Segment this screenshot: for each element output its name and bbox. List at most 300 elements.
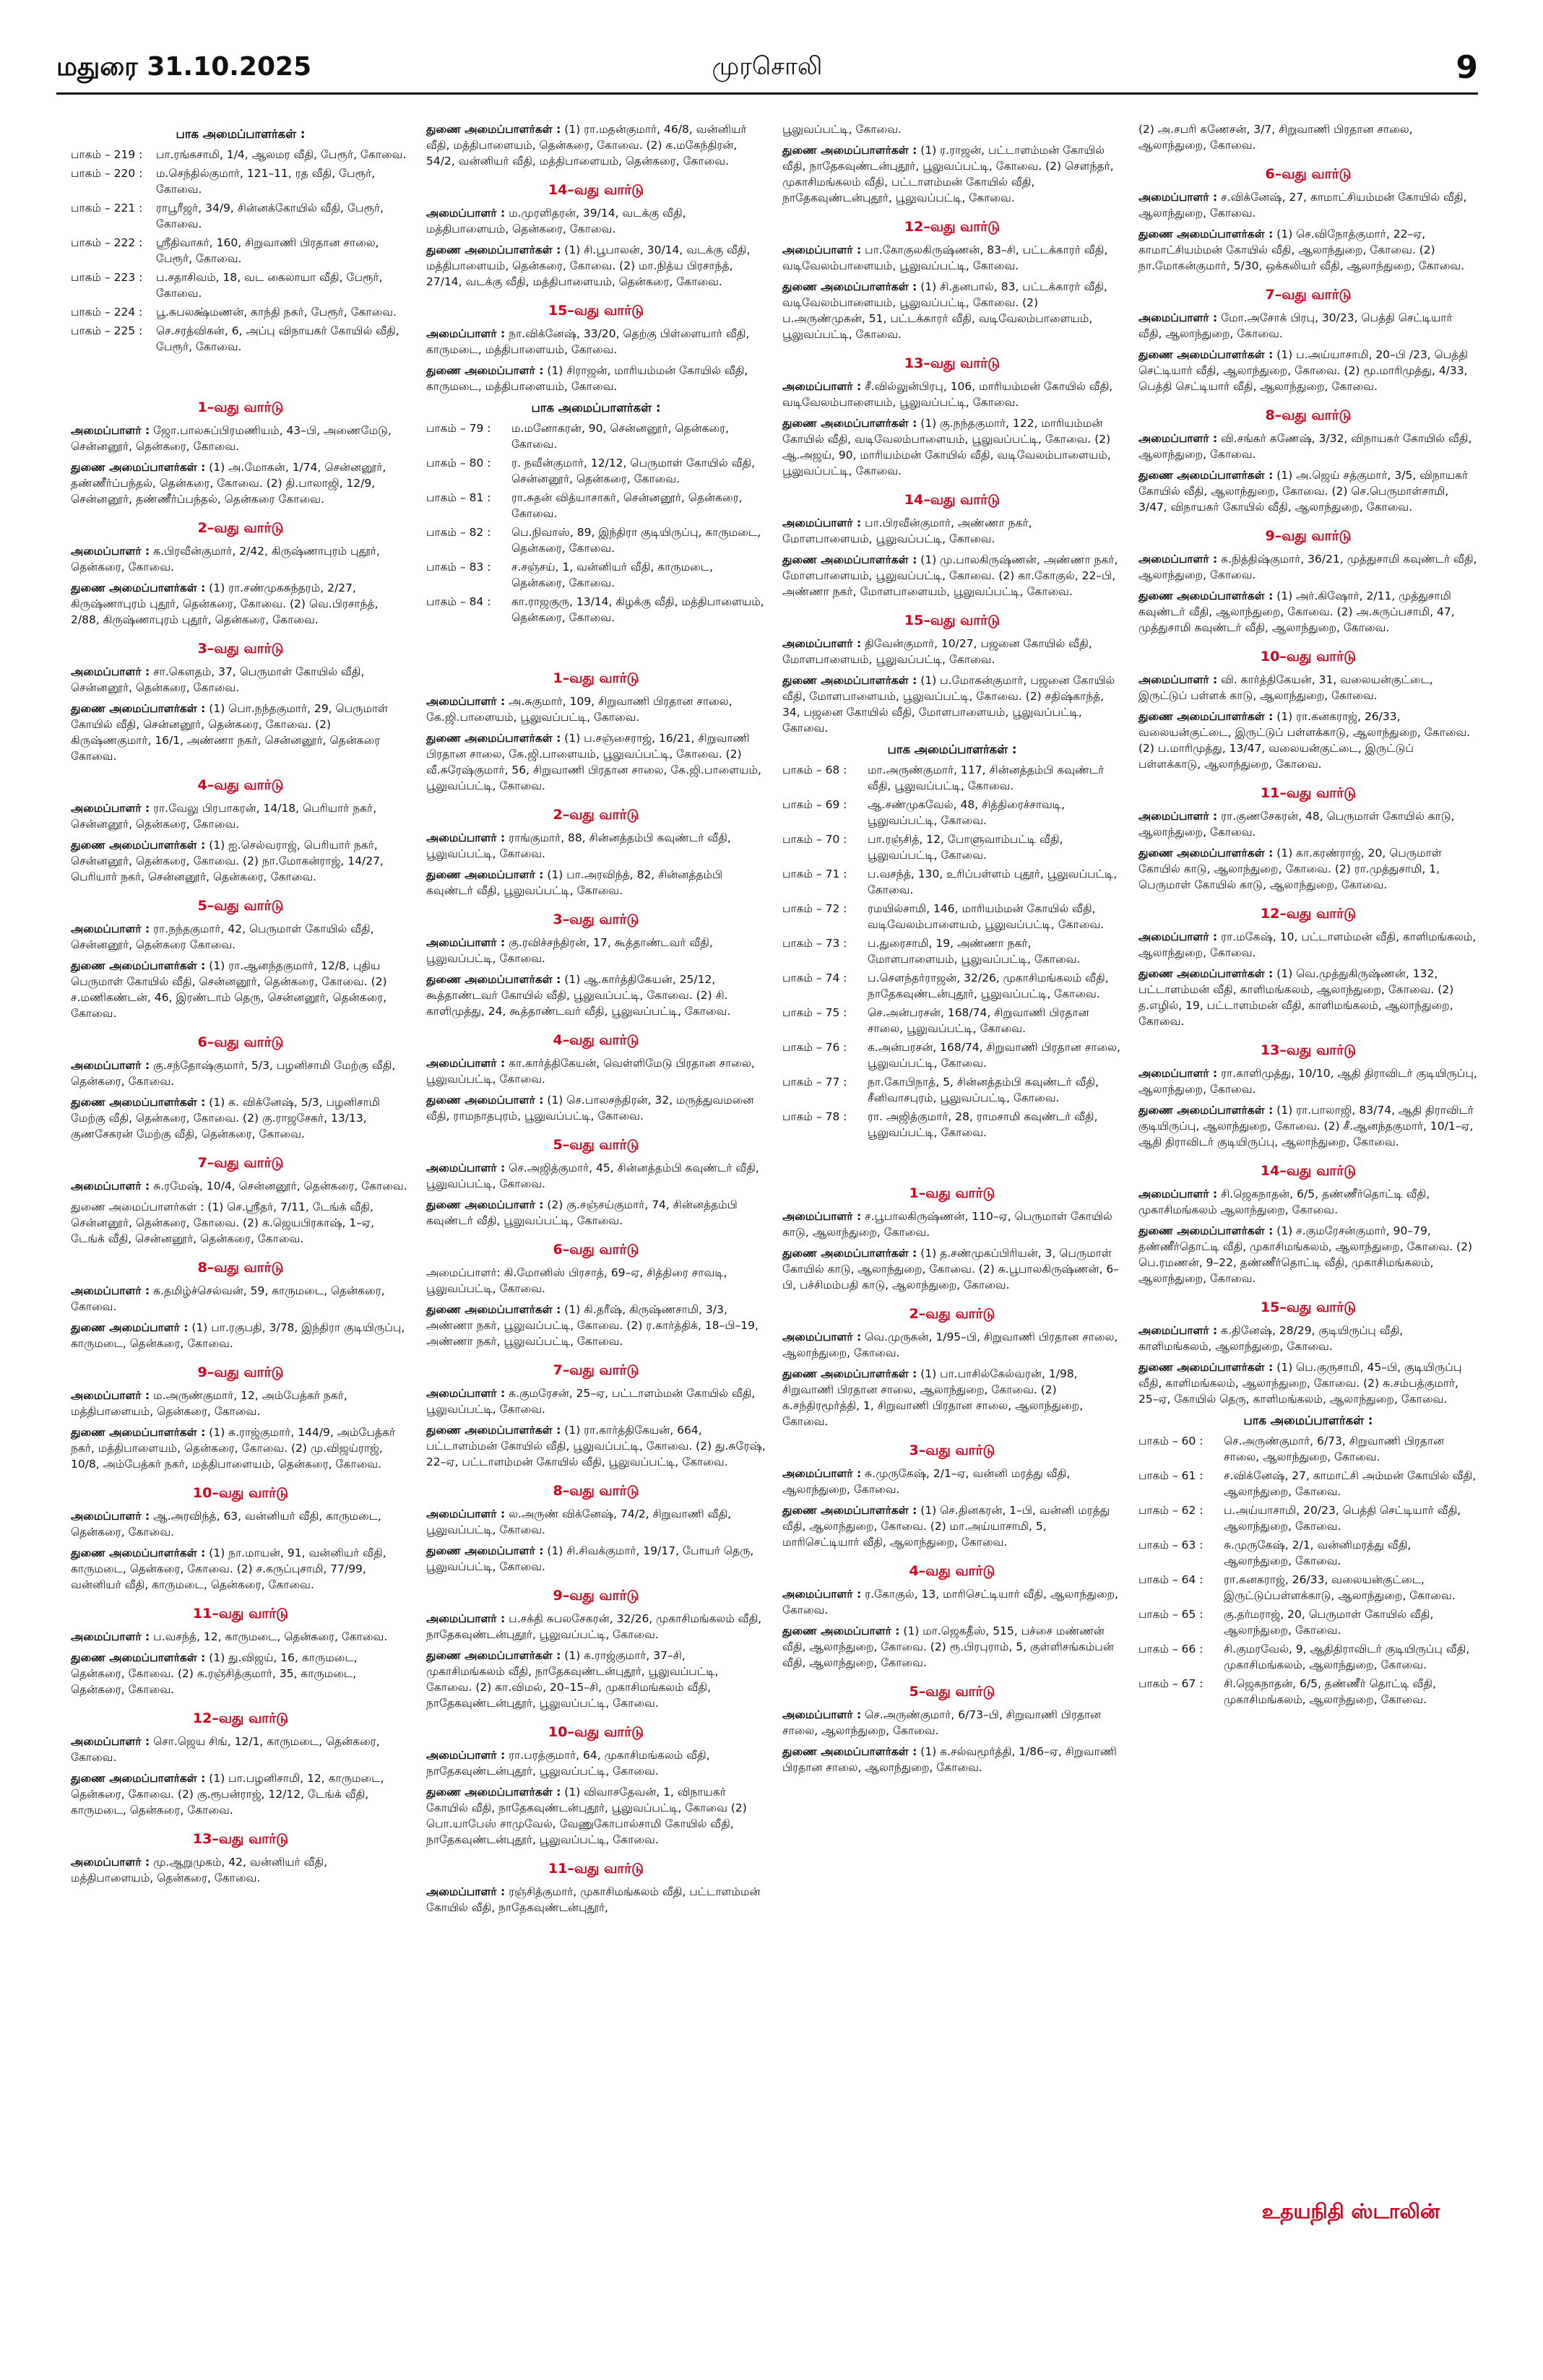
booth-entry	[71, 200, 410, 232]
appointment-entry	[782, 1623, 1122, 1671]
role-label: துணை அமைப்பாளர்கள் :	[782, 1247, 917, 1260]
booth-entry	[426, 559, 766, 591]
appointment-entry	[426, 1611, 766, 1643]
ward-heading: 6–வது வார்டு	[1265, 166, 1352, 182]
ward-heading: 10–வது வார்டு	[548, 1724, 644, 1740]
booth-number: பாகம் – 61 :	[1138, 1469, 1203, 1482]
role-label: அமைப்பாளர் :	[71, 665, 150, 678]
appointment-entry	[1138, 310, 1478, 342]
booth-person: ம.மனோகரன், 90, சென்னனூர், தென்கரை, கோவை.	[511, 422, 730, 451]
booth-person: ரா.கனகராஜ், 26/33, வலையன்குட்டை, இருட்டுப்பள்ளக்காடு, ஆலாந்துறை, கோவை.	[1224, 1573, 1456, 1602]
appointment-entry	[71, 1854, 410, 1886]
role-label: துணை அமைப்பாளர்கள் :	[71, 1772, 206, 1785]
role-label: துணை அமைப்பாளர்கள் :	[782, 1745, 917, 1758]
appointment-entry	[71, 664, 410, 696]
booth-number: பாகம் – 220 :	[71, 167, 143, 180]
appointment-entry	[1138, 588, 1478, 636]
appointment-entry	[1138, 467, 1478, 515]
appointee-details: ச.விக்னேஷ், 27, காமாட்சியம்மன் கோயில் வீதி, ஆலாந்துறை, கோவை.	[1138, 191, 1467, 220]
ward-heading: 5–வது வார்டு	[553, 1137, 639, 1153]
booth-number: பாகம் – 77 :	[782, 1076, 847, 1089]
appointment-entry	[426, 121, 766, 169]
appointee-details: ரா.நந்தகுமார், 42, பெருமாள் கோயில் வீதி, சென்னனூர், தென்கரை கோவை.	[71, 922, 374, 951]
appointee-details: (1) சி.பூபாலன், 30/14, வடக்கு வீதி, மத்திபாளையம், தென்கரை, கோவை. (2) மா.நித்ய பிரசாந்த், 27/14, வடக்கு வீதி, மத்திபாளையம், தென்கரை, கோவை.	[426, 243, 751, 288]
booth-person: ர. நவீன்குமார், 12/12, பெருமாள் கோயில் வீதி, சென்னனூர், தென்கரை, கோவை.	[511, 456, 756, 485]
appointee-details: (1) பா.ரகுபதி, 3/78, இந்திரா குடியிருப்பு, காருமடை, தென்கரை, கோவை.	[71, 1321, 405, 1350]
role-label: அமைப்பாளர் :	[71, 1856, 150, 1869]
appointment-entry	[426, 1160, 766, 1192]
appointee-details: (1) ரா.கார்த்திகேயன், 664, பட்டாளம்மன் கோயில் வீதி, பூலுவப்பட்டி, கோவை. (2) து.சுரேஷ், 22–ஏ, பட்டாளம்மன் கோயில் வீதி, பூலுவப்பட்டி, கோவை.	[426, 1424, 766, 1468]
booth-person: ரா. அஜித்குமார், 28, ராமசாமி கவுண்டர் வீதி, பூலுவப்பட்டி, கோவை.	[868, 1110, 1098, 1139]
appointment-entry	[426, 1092, 766, 1124]
appointee-details: (1) ரா.ஆனந்தகுமார், 12/8, புதிய பெருமாள் கோயில் வீதி, சென்னனூர், தென்கரை, கோவை. (2) ச.மணிகண்டன், 46, இரண்டாம் தெரு, சென்னனூர், தென்கரை, கோவை.	[71, 959, 387, 1020]
ward-heading: 15–வது வார்டு	[1260, 1299, 1357, 1315]
role-label: அமைப்பாளர் :	[426, 1749, 506, 1762]
ward-heading: 9–வது வார்டு	[1265, 528, 1352, 544]
booth-person: ஆ.சண்முகவேல், 48, சித்திரைச்சாவடி, பூலுவப்பட்டி, கோவை.	[868, 798, 1066, 827]
role-label: அமைப்பாளர் :	[426, 831, 506, 844]
booth-number: பாகம் – 78 :	[782, 1110, 847, 1123]
column-1	[71, 121, 410, 2360]
appointee-details: சு.முருகேஷ், 2/1–ஏ, வன்னி மரத்து வீதி, ஆலாந்துறை, கோவை.	[782, 1467, 1071, 1496]
booth-entry	[782, 1039, 1122, 1071]
appointee-details: சொ.ஜெய சிங், 12/1, காருமடை, தென்கரை, கோவை.	[71, 1735, 380, 1764]
role-label: துணை அமைப்பாளர்கள் :	[1138, 469, 1274, 482]
appointee-details: (1) செ.தினகரன், 1–பி, வன்னி மரத்து வீதி, ஆலாந்துறை, கோவை. (2) மா.அய்யாசாமி, 5, மாரிசெட்டியார் வீதி, ஆலாந்துறை, கோவை.	[782, 1504, 1110, 1549]
appointment-entry	[71, 1094, 410, 1142]
appointee-details: (1) ரா.சண்முகசுந்தரம், 2/27, கிருஷ்ணாபுரம் புதூர், தென்கரை, கோவை. (2) வெ.பிரசாந்த், 2/88, கிருஷ்ணாபுரம் புதூர், தென்கரை, கோவை.	[71, 581, 379, 626]
booth-person: க.அன்பரசன், 168/74, சிறுவாணி பிரதான சாலை, பூலுவப்பட்டி, கோவை.	[868, 1041, 1120, 1070]
booth-number: பாகம் – 72 :	[782, 902, 847, 915]
booth-entry	[1138, 1676, 1478, 1708]
newspaper-name: முரசொலி	[712, 52, 823, 81]
appointment-entry	[71, 1178, 410, 1194]
ward-heading: 14–வது வார்டு	[904, 492, 1000, 508]
role-label: அமைப்பாளர் :	[782, 516, 862, 529]
booth-number: பாகம் – 80 :	[426, 456, 491, 469]
booth-entry	[1138, 1572, 1478, 1604]
role-label: அமைப்பாளர் :	[71, 545, 150, 558]
booth-entry	[426, 420, 766, 452]
booth-entry	[782, 797, 1122, 828]
column-3	[782, 121, 1122, 2360]
booth-person: ப.வசந்த், 130, உரிப்பள்ளம் புதூர், பூலுவப்பட்டி, கோவை.	[868, 867, 1118, 896]
appointment-entry	[426, 1543, 766, 1575]
booth-person: நா.கோபிநாத், 5, சின்னத்தம்பி கவுண்டர் வீதி, சீனிவாசபுரம், பூலுவப்பட்டி, கோவை.	[868, 1076, 1099, 1104]
booth-number: பாகம் – 81 :	[426, 491, 491, 504]
appointee-details: (1) ரா.மதன்குமார், 46/8, வன்னியர் வீதி, மத்திபாளையம், தென்கரை, கோவை. (2) க.மகேந்திரன், 54/2, வன்னியர் வீதி, மத்திபாளையம், தென்கரை, கோவை.	[426, 123, 747, 168]
role-label: அமைப்பாளர் :	[782, 637, 862, 650]
booth-person: ம.செந்தில்குமார், 121–11, ரத வீதி, பேரூர், கோவை.	[156, 167, 376, 196]
ward-heading: 7–வது வார்டு	[553, 1362, 639, 1378]
appointee-details: ரா.குணசேகரன், 48, பெருமாள் கோயில் காடு, ஆலாந்துறை, கோவை.	[1138, 810, 1455, 839]
role-label: அமைப்பாளர் :	[71, 1180, 150, 1193]
appointee-details: ம.முரளிதரன், 39/14, வடக்கு வீதி, மத்திபாளையம், தென்கரை, கோவை.	[426, 207, 686, 235]
booth-number: பாகம் – 67 :	[1138, 1677, 1203, 1690]
appointee-details: (1) க.சல்வமூர்த்தி, 1/86–ஏ, சிறுவாணி பிரதான சாலை, ஆலாந்துறை, கோவை.	[782, 1745, 1117, 1774]
section-subheading: பாக அமைப்பாளர்கள் :	[1243, 1414, 1373, 1427]
appointment-entry	[782, 415, 1122, 479]
booth-entry	[426, 490, 766, 522]
booth-number: பாகம் – 223 :	[71, 271, 143, 284]
appointee-details: கு.சந்தோஷ்குமார், 5/3, பழனிசாமி மேற்கு வீதி, தென்கரை, கோவை.	[71, 1059, 396, 1088]
booth-person: ஸ்ரீதிவாகர், 160, சிறுவாணி பிரதான சாலை, பேரூர், கோவை.	[156, 236, 379, 265]
appointment-entry	[71, 1734, 410, 1765]
appointment-entry	[782, 1466, 1122, 1497]
appointment-entry	[782, 1744, 1122, 1775]
appointment-entry	[71, 543, 410, 575]
booth-entry	[1138, 1606, 1478, 1638]
appointee-details: (1) கா.கரண்ராஜ், 20, பெருமாள் கோயில் காடு, ஆலாந்துறை, கோவை. (2) ரா.முத்துசாமி, 1, பெருமாள் கோயில் காடு, ஆலாந்துறை, கோவை.	[1138, 847, 1442, 891]
appointee-details: (1) சிராஜன், மாரியம்மன் கோயில் வீதி, காருமடை, மத்திபாளையம், கோவை.	[426, 364, 748, 393]
role-label: துணை அமைப்பாளர் :	[426, 1094, 544, 1107]
appointee-details: (1) ர.ராஜன், பட்டாளம்மன் கோயில் வீதி, நாதேகவுண்டன்புதூர், பூலுவப்பட்டி, கோவை. (2) சௌந்தர், முகாசிமங்கலம் வீதி, பட்டாளம்மன் கோயில் வீதி, நாதேகவுண்டன்புதூர், பூலுவப்பட்டி, கோவை.	[782, 144, 1114, 204]
role-label: துணை அமைப்பாளர்கள் :	[71, 1546, 206, 1559]
appointment-entry	[1138, 672, 1478, 704]
ward-heading: 6–வது வார்டு	[553, 1242, 639, 1258]
appointee-details: சி.ஜெகநாதன், 6/5, தண்ணீர்தொட்டி வீதி, முகாசிமங்கலம் ஆலாந்துறை, கோவை.	[1138, 1187, 1430, 1216]
role-label: அமைப்பாளர் :	[782, 380, 862, 393]
appointment-entry	[1138, 430, 1478, 462]
role-label: அமைப்பாளர் :	[1138, 191, 1218, 204]
ward-heading: 2–வது வார்டு	[197, 520, 284, 536]
role-label: துணை அமைப்பாளர்கள் :	[71, 461, 206, 474]
appointment-entry	[71, 1199, 410, 1247]
appointment-entry	[71, 800, 410, 832]
booth-number: பாகம் – 84 :	[426, 595, 491, 608]
appointee-details: (1) து.விஜய், 16, காருமடை, தென்கரை, கோவை. (2) க.ரஞ்சித்குமார், 35, காருமடை, தென்கரை, கோவை.	[71, 1651, 358, 1696]
booth-entry	[782, 831, 1122, 863]
booth-person: மா.அருண்குமார், 117, சின்னத்தம்பி கவுண்டர் வீதி, பூலுவப்பட்டி, கோவை.	[868, 763, 1105, 792]
role-label: துணை அமைப்பாளர்கள் :	[1138, 348, 1274, 361]
role-label: துணை அமைப்பாளர்கள் :	[71, 839, 206, 852]
booth-person: ரமயில்சாமி, 146, மாரியம்மன் கோயில் வீதி, வடிவேலம்பாளையம், பூலுவப்பட்டி, கோவை.	[868, 902, 1105, 931]
role-label: துணை அமைப்பாளர் :	[426, 1544, 544, 1557]
booth-entry	[782, 866, 1122, 898]
appointment-entry	[782, 121, 1122, 137]
role-label: அமைப்பாளர் :	[71, 922, 150, 935]
appointment-entry	[782, 1208, 1122, 1240]
role-label: அமைப்பாளர் :	[782, 243, 862, 256]
appointee-details: (1) சி.சிவக்குமார், 19/17, போயர் தெரு, பூலுவப்பட்டி, கோவை.	[426, 1544, 754, 1573]
appointment-entry	[1138, 1223, 1478, 1286]
role-label: துணை அமைப்பாளர்கள் :	[71, 702, 206, 715]
role-label: துணை அமைப்பாளர்கள் :	[782, 674, 917, 687]
column-4	[1138, 121, 1478, 2360]
role-label: அமைப்பாளர் :	[1138, 311, 1218, 324]
role-label: அமைப்பாளர் :	[71, 1284, 150, 1297]
appointee-details: (1) மு.பாலகிருஷ்ணன், அண்ணா நகர், மோளபாளையம், பூலுவப்பட்டி, கோவை. (2) கா.கோகுல், 22–பி, அண்ணா நகர், மோளபாளையம், பூலுவப்பட்டி, கோவை.	[782, 553, 1118, 598]
appointee-details: (1) நா.மாயன், 91, வன்னியர் வீதி, காருமடை, தென்கரை, கோவை. (2) ச.கருப்புசாமி, 77/99, வன்னியர் வீதி, காருமடை, தென்கரை, கோவை.	[71, 1546, 386, 1591]
ward-heading: 11–வது வார்டு	[548, 1861, 644, 1877]
appointee-details: (1) அர்.கிஷோர், 2/11, முத்துசாமி கவுண்டர் வீதி, ஆலாந்துறை, கோவை. (2) அ.சுருப்பசாமி, 47, முத்துசாமி கவுண்டர் வீதி, ஆலாந்துறை, கோவை.	[1138, 589, 1455, 634]
role-label: துணை அமைப்பாளர்கள் :	[71, 959, 206, 972]
appointee-details: (1) பா.பழனிசாமி, 12, காருமடை, தென்கரை, கோவை. (2) கு.ரூபன்ராஜ், 12/12, டேங்க் வீதி, காருமடை, தென்கரை, கோவை.	[71, 1772, 384, 1817]
appointee-details: (1) மா.ஜெகதீஸ், 515, பச்சை மண்ணன் வீதி, ஆலாந்துறை, கோவை. (2) ரூ.பிரபுராம், 5, குள்ளிசங்கம்பன் வீதி, ஆலாந்துறை, கோவை.	[782, 1624, 1114, 1669]
role-label: துணை அமைப்பாளர்கள் :	[426, 1424, 561, 1437]
appointee-details: அமைப்பாளர்: கி.மோனிஸ் பிரசாத், 69–ஏ, சித்திரை சாவடி, பூலுவப்பட்டி, கோவை.	[426, 1266, 727, 1295]
booth-entry	[1138, 1641, 1478, 1673]
booth-number: பாகம் – 70 :	[782, 833, 847, 846]
appointment-entry	[426, 1648, 766, 1711]
section-gap	[426, 628, 766, 657]
booth-entry	[782, 1109, 1122, 1141]
appointment-entry	[782, 1502, 1122, 1550]
appointee-details: (1) பா.பாசில்கேல்வரன், 1/98, சிறுவாணி பிரதான சாலை, ஆலாந்துறை, கோவை. (2) க.சந்திரமூர்த்தி, 1, சிறுவாணி பிரதான சாலை, ஆலாந்துறை, கோவை.	[782, 1367, 1084, 1428]
appointee-details: ச.பூபாலகிருஷ்ணன், 110–ஏ, பெருமாள் கோயில் காடு, ஆலாந்துறை, கோவை.	[782, 1210, 1112, 1239]
booth-person: பா.ரஞ்சித், 12, போளுவாம்பட்டி வீதி, பூலுவப்பட்டி, கோவை.	[868, 833, 1063, 862]
role-label: துணை அமைப்பாளர்கள் :	[782, 417, 917, 430]
booth-entry	[71, 304, 410, 320]
role-label: துணை அமைப்பாளர்கள் :	[426, 1649, 561, 1662]
appointment-entry	[426, 1265, 766, 1297]
appointee-details: ல.அருண் விக்னேஷ், 74/2, சிறுவாணி வீதி, பூலுவப்பட்டி, கோவை.	[426, 1507, 732, 1536]
role-label: துணை அமைப்பாளர்கள் :	[1138, 1224, 1274, 1237]
ward-heading: 11–வது வார்டு	[192, 1606, 289, 1622]
appointee-details: ராங்குமார், 88, சின்னத்தம்பி கவுண்டர் வீதி, பூலுவப்பட்டி, கோவை.	[426, 831, 731, 860]
appointment-entry	[1138, 1065, 1478, 1097]
booth-number: பாகம் – 68 :	[782, 763, 847, 776]
ward-heading: 9–வது வார்டு	[553, 1588, 639, 1604]
role-label: அமைப்பாளர் :	[1138, 1324, 1218, 1337]
role-label: அமைப்பாளர் :	[1138, 930, 1218, 943]
role-label: அமைப்பாளர் :	[1138, 553, 1218, 566]
appointment-entry	[782, 552, 1122, 600]
appointee-details: பா.பிரவீன்குமார், அண்ணா நகர், மோளபாளையம், பூலுவப்பட்டி, கோவை.	[782, 516, 1032, 545]
appointment-entry	[1138, 551, 1478, 583]
booth-number: பாகம் – 76 :	[782, 1041, 847, 1054]
appointment-entry	[71, 958, 410, 1021]
role-label: அமைப்பாளர் :	[71, 1510, 150, 1523]
role-label: அமைப்பாளர் :	[71, 1630, 150, 1643]
role-label: அமைப்பாளர் :	[782, 1330, 862, 1343]
appointment-entry	[782, 378, 1122, 410]
booth-person: ச.சஞ்சய், 1, வன்னியர் வீதி, காருமடை, தென்கரை, கோவை.	[511, 561, 714, 589]
appointee-details: (1) ரா.பாலாஜி, 83/74, ஆதி திராவிடர் குடியிருப்பு, ஆலாந்துறை, கோவை. (2) சீ.ஆனந்தகுமார், 10/1–ஏ, ஆதி திராவிடர் குடியிருப்பு, ஆலாந்துறை, கோவை.	[1138, 1104, 1474, 1148]
section-subheading: பாக அமைப்பாளர்கள் :	[531, 401, 661, 415]
article-columns	[71, 121, 1477, 2360]
appointment-entry	[1138, 121, 1478, 153]
appointment-entry	[426, 867, 766, 899]
appointment-entry	[71, 1057, 410, 1089]
role-label: துணை அமைப்பாளர்கள் :	[1138, 228, 1274, 241]
appointment-entry	[782, 1245, 1122, 1293]
appointment-entry	[782, 1329, 1122, 1361]
role-label: அமைப்பாளர் :	[782, 1708, 862, 1721]
appointee-details: (1) கு.நந்தகுமார், 122, மாரியம்மன் கோயில் வீதி, வடிவேலம்பாளையம், பூலுவப்பட்டி, கோவை. (2) ஆ.அஜய், 90, மாரியம்மன் கோயில் வீதி, வடிவேலம்பாளையம், பூலுவப்பட்டி, கோவை.	[782, 417, 1111, 477]
column-2	[426, 121, 766, 2360]
booth-person: ப.அய்யாசாமி, 20/23, பெத்தி செட்டியார் வீதி, ஆலாந்துறை, கோவை.	[1224, 1504, 1461, 1533]
booth-entry	[782, 1005, 1122, 1037]
ward-heading: 1–வது வார்டு	[909, 1185, 995, 1201]
booth-entry	[426, 594, 766, 626]
role-label: துணை அமைப்பாளர் :	[426, 364, 544, 377]
role-label: துணை அமைப்பாளர் :	[426, 1198, 544, 1211]
ward-heading: 13–வது வார்டு	[192, 1831, 289, 1847]
ward-heading: 2–வது வார்டு	[909, 1306, 995, 1322]
appointee-details: (1) க. விக்னேஷ், 5/3, பழனிசாமி மேற்கு வீதி, தென்கரை, கோவை. (2) கு.ராஜசேகர், 13/13, குணசேகரன் மேற்கு வீதி, தென்கரை, கோவை.	[71, 1096, 381, 1141]
role-label: துணை அமைப்பாளர்கள் :	[782, 1367, 917, 1380]
booth-person: கு.தர்மராஜ், 20, பெருமாள் கோயில் வீதி, ஆலாந்துறை, கோவை.	[1224, 1608, 1434, 1637]
appointment-entry	[71, 1388, 410, 1419]
appointment-entry	[71, 837, 410, 885]
role-label: துணை அமைப்பாளர்கள் :	[71, 1426, 206, 1439]
appointment-entry	[1138, 929, 1478, 961]
ward-heading: 4–வது வார்டு	[553, 1032, 639, 1048]
booth-number: பாகம் – 60 :	[1138, 1435, 1203, 1448]
appointment-entry	[71, 459, 410, 507]
appointee-details: (1) பா.அரவிந்த், 82, சின்னத்தம்பி கவுண்டர் வீதி, பூலுவப்பட்டி, கோவை.	[426, 868, 723, 897]
appointment-entry	[1138, 808, 1478, 840]
ward-heading: 4–வது வார்டு	[909, 1563, 995, 1579]
appointee-details: (1) பெ.குருசாமி, 45–பி, குடியிருப்பு வீதி, காளிமங்கலம், ஆலாந்துறை, கோவை. (2) சு.சம்பத்குமார், 25–ஏ, கோயில் தெரு, காளிமங்கலம், ஆலாந்துறை, கோவை.	[1138, 1361, 1462, 1406]
appointee-details: சு.ரமேஷ், 10/4, சென்னனூர், தென்கரை, கோவை.	[153, 1180, 407, 1193]
role-label: அமைப்பாளர் :	[71, 424, 150, 437]
role-label: துணை அமைப்பாளர்கள் :	[1138, 967, 1274, 980]
appointment-entry	[71, 1320, 410, 1351]
booth-number: பாகம் – 65 :	[1138, 1608, 1203, 1621]
booth-number: பாகம் – 219 :	[71, 148, 143, 161]
appointee-details: மு.ஆறுமுகம், 42, வன்னியர் வீதி, மத்திபாளையம், தென்கரை, கோவை.	[71, 1856, 328, 1884]
edition-date: மதுரை 31.10.2025	[56, 52, 312, 82]
ward-heading: 7–வது வார்டு	[1265, 287, 1352, 303]
appointment-entry	[71, 1283, 410, 1315]
role-label: துணை அமைப்பாளர்கள் :	[1138, 1104, 1274, 1117]
role-label: துணை அமைப்பாளர்கள் :	[1138, 847, 1274, 860]
role-label: துணை அமைப்பாளர்கள் :	[1138, 589, 1274, 602]
appointment-entry	[1138, 1186, 1478, 1218]
appointment-entry	[782, 672, 1122, 736]
ward-heading: 8–வது வார்டு	[197, 1260, 284, 1276]
appointee-details: மோ.அசோக் பிரபு, 30/23, பெத்தி செட்டியார் வீதி, ஆலாந்துறை, கோவை.	[1138, 311, 1453, 340]
ward-heading: 9–வது வார்டு	[197, 1364, 284, 1380]
role-label: அமைப்பாளர் :	[426, 1387, 506, 1400]
appointment-entry	[71, 1424, 410, 1472]
ward-heading: 3–வது வார்டு	[197, 641, 284, 657]
role-label: அமைப்பாளர் :	[1138, 432, 1218, 445]
appointment-entry	[1138, 966, 1478, 1029]
booth-person: சு.முருகேஷ், 2/1, வன்னிமரத்து வீதி, ஆலாந்துறை, கோவை.	[1224, 1539, 1412, 1567]
appointment-entry	[71, 1629, 410, 1645]
appointee-details: சீ.வில்லுன்பிரபு, 106, மாரியம்மன் கோயில் வீதி, வடிவேலம்பாளையம், பூலுவப்பட்டி, கோவை.	[782, 380, 1113, 409]
role-label: அமைப்பாளர் :	[782, 1210, 862, 1223]
appointment-entry	[426, 1422, 766, 1470]
appointment-entry	[71, 701, 410, 764]
role-label: துணை அமைப்பாளர்கள் :	[426, 973, 561, 986]
appointee-details: (1) அ.மோகன், 1/74, சென்னனூர், தண்ணீர்ப்பந்தல், தென்கரை, கோவை. (2) தி.பாலாஜி, 12/9, சென்னனூர், தண்ணீர்ப்பந்தல், தென்கரை கோவை.	[71, 461, 386, 506]
appointee-details: ப.சக்தி சுபலசேகரன், 32/26, முகாசிமங்கலம் வீதி, நாதேகவுண்டன்புதூர், பூலுவப்பட்டி, கோவை.	[426, 1612, 762, 1641]
booth-person: ப.செளந்தர்ராஜன், 32/26, முகாசிமங்கலம் வீதி, நாதேகவுண்டன்புதூர், பூலுவப்பட்டி, கோவை.	[868, 972, 1109, 1000]
appointee-details: க.தினேஷ், 28/29, குடியிருப்பு வீதி, காளிமங்கலம், ஆலாந்துறை, கோவை.	[1138, 1324, 1404, 1353]
booth-entry	[1138, 1468, 1478, 1500]
appointment-entry	[426, 1385, 766, 1417]
booth-person: ராபூரீஜர், 34/9, சின்னக்கோயில் வீதி, பேரூர், கோவை.	[156, 202, 384, 230]
booth-number: பாகம் – 71 :	[782, 867, 847, 880]
ward-heading: 10–வது வார்டு	[1260, 649, 1357, 665]
appointee-details: ஆ.அரவிந்த், 63, வன்னியர் வீதி, காருமடை, தென்கரை, கோவை.	[71, 1510, 381, 1539]
ward-heading: 4–வது வார்டு	[197, 777, 284, 793]
role-label: துணை அமைப்பாளர்கள் :	[1138, 1361, 1274, 1374]
booth-person: கா.ராஜகுரு, 13/14, கிழக்கு வீதி, மத்திபாளையம், தென்கரை, கோவை.	[511, 595, 764, 624]
role-label: துணை அமைப்பாளர்கள் :	[782, 144, 917, 157]
appointee-details: ரஞ்சித்குமார், முகாசிமங்கலம் வீதி, பட்டாளம்மன் கோயில் வீதி, நாதேகவுண்டன்புதூர்,	[426, 1885, 761, 1914]
appointee-details: வெ.முருகன், 1/95–பி, சிறுவாணி பிரதான சாலை, ஆலாந்துறை, கோவை.	[782, 1330, 1118, 1359]
appointee-details: ரா.வேலு பிரபாகரன், 14/18, பெரியார் நகர், சென்னனூர், தென்கரை, கோவை.	[71, 802, 377, 831]
role-label: துணை அமைப்பாளர்கள் :	[1138, 710, 1274, 723]
appointee-details: (1) ஆ.கார்த்திகேயன், 25/12, கூத்தாண்டவர் கோயில் வீதி, பூலுவப்பட்டி, கோவை. (2) சி. காளிமுத்து, 24, கூத்தாண்டவர் வீதி, பூலுவப்பட்டி, கோவை.	[426, 973, 731, 1018]
ward-heading: 8–வது வார்டு	[553, 1483, 639, 1499]
booth-person: சி.ஜெகநாதன், 6/5, தண்ணீர் தொட்டி வீதி, முகாசிமங்கலம், ஆலாந்துறை, கோவை.	[1224, 1677, 1436, 1706]
booth-person: செ.அன்பரசன், 168/74, சிறுவாணி பிரதான சாலை, பூலுவப்பட்டி, கோவை.	[868, 1006, 1089, 1035]
appointment-entry	[71, 921, 410, 953]
role-label: அமைப்பாளர் :	[71, 1735, 150, 1748]
masthead	[56, 49, 1478, 86]
role-label: துணை அமைப்பாளர்கள் :	[426, 243, 561, 256]
appointee-details: பூலுவப்பட்டி, கோவை.	[782, 123, 902, 136]
role-label: அமைப்பாளர் :	[426, 207, 506, 220]
role-label: துணை அமைப்பாளர்கள் :	[426, 1786, 561, 1799]
appointment-entry	[1138, 845, 1478, 893]
booth-number: பாகம் – 79 :	[426, 422, 491, 435]
appointment-entry	[782, 242, 1122, 274]
appointment-entry	[426, 1506, 766, 1538]
appointee-details: (1) க.ராஜ்குமார், 144/9, அம்பேத்கர் நகர், மத்திபாளையம், தென்கரை, கோவை. (2) மு.விஜய்ராஜ், 10/8, அம்பேத்கர் நகர், மத்திபாளையம், தென்கரை, கோவை.	[71, 1426, 396, 1471]
role-label: அமைப்பாளர் :	[426, 1161, 506, 1174]
appointee-details: (1) ப.அய்யாசாமி, 20–பி /23, பெத்தி செட்டியார் வீதி, ஆலாந்துறை, கோவை. (2) மூ.மாரிமுத்து, 4/33, பெத்தி செட்டியார் வீதி, ஆலாந்துறை, கோவை.	[1138, 348, 1469, 393]
appointee-details: (1) த.சண்முகப்பிரியன், 3, பெருமாள் கோயில் காடு, ஆலாந்துறை, கோவை. (2) சு.பூபாலகிருஷ்ணன், 6–பி, பச்சிமம்பதி காடு, ஆலாந்துறை, கோவை.	[782, 1247, 1119, 1291]
appointee-details: (1) ப.சஞ்சைராஜ், 16/21, சிறுவாணி பிரதான சாலை, கே.ஜி.பாளையம், பூலுவப்பட்டி, கோவை. (2) வீ.சுரேஷ்குமார், 56, சிறுவாணி பிரதான சாலை, கே.ஜி.பாளையம், பூலுவப்பட்டி, கோவை.	[426, 732, 761, 792]
appointee-details: நா.விக்னேஷ், 33/20, தெற்கு பிள்ளையார் வீதி, காருமடை, மத்திபாளையம், கோவை.	[426, 327, 750, 356]
appointee-details: (1) க.ராஜ்குமார், 37–சி, முகாசிமங்கலம் வீதி, நாதேகவுண்டன்புதூர், பூலுவப்பட்டி, கோவை. (2) கா.விமல், 20–15–சி, முகாசிமங்கலம் வீதி, நாதேகவுண்டன்புதூர், பூலுவப்பட்டி, கோவை.	[426, 1649, 719, 1710]
appointment-entry	[426, 1747, 766, 1779]
booth-entry	[1138, 1537, 1478, 1569]
ward-heading: 3–வது வார்டு	[909, 1442, 995, 1458]
appointment-entry	[782, 515, 1122, 547]
appointee-details: க.நித்திஷ்குமார், 36/21, முத்துசாமி கவுண்டர் வீதி, ஆலாந்துறை, கோவை.	[1138, 553, 1477, 581]
appointment-entry	[426, 935, 766, 966]
ward-heading: 15–வது வார்டு	[904, 613, 1000, 628]
appointment-entry	[426, 1302, 766, 1349]
appointment-entry	[1138, 189, 1478, 221]
appointment-entry	[426, 830, 766, 862]
role-label: அமைப்பாளர் :	[782, 1588, 862, 1601]
booth-number: பாகம் – 82 :	[426, 526, 491, 539]
appointee-details: க.பிரவீன்குமார், 2/42, கிருஷ்ணாபுரம் புதூர், தென்கரை, கோவை.	[71, 545, 380, 574]
ward-heading: 12–வது வார்டு	[904, 219, 1000, 235]
booth-entry	[71, 323, 410, 355]
role-label: துணை அமைப்பாளர்கள் :	[71, 1651, 206, 1664]
appointment-entry	[426, 242, 766, 290]
appointee-details: (2) கு.சஞ்சய்குமார், 74, சின்னத்தம்பி கவுண்டர் வீதி, பூலுவப்பட்டி, கோவை.	[426, 1198, 738, 1227]
appointment-entry	[426, 693, 766, 725]
booth-number: பாகம் – 62 :	[1138, 1504, 1203, 1517]
booth-entry	[71, 147, 410, 163]
role-label: துணை அமைப்பாளர்கள் :	[71, 1096, 206, 1109]
role-label: அமைப்பாளர் :	[426, 1507, 506, 1520]
appointment-entry	[426, 1884, 766, 1916]
appointee-details: (1) பொ.நந்தகுமார், 29, பெருமாள் கோயில் வீதி, சென்னனூர், தென்கரை, கோவை. (2) கிருஷ்ணகுமார், 16/1, அண்ணா நகர், சென்னனூர், தென்கரை கோவை.	[71, 702, 389, 763]
appointment-entry	[426, 205, 766, 237]
appointee-details: கு.ரவிச்சந்திரன், 17, கூத்தாண்டவர் வீதி, பூலுவப்பட்டி, கோவை.	[426, 936, 713, 965]
role-label: அமைப்பாளர் :	[1138, 1187, 1218, 1200]
booth-entry	[71, 165, 410, 197]
booth-entry	[426, 455, 766, 487]
booth-person: பெ.நிவாஸ், 89, இந்திரா குடியிருப்பு, காருமடை, தென்கரை, கோவை.	[511, 526, 761, 555]
booth-number: பாகம் – 63 :	[1138, 1539, 1203, 1552]
appointee-details: (1) ரா.கனகராஜ், 26/33, வலையன்குட்டை, இருட்டுப் பள்ளக்காடு, ஆலாந்துறை, கோவை. (2) ப.மாரிமுத்து, 13/47, வலையன்குட்டை, இருட்டுப் பள்ளக்காடு, ஆலாந்துறை, கோவை.	[1138, 710, 1471, 771]
booth-entry	[782, 762, 1122, 794]
role-label: துணை அமைப்பாளர் :	[71, 1321, 189, 1334]
